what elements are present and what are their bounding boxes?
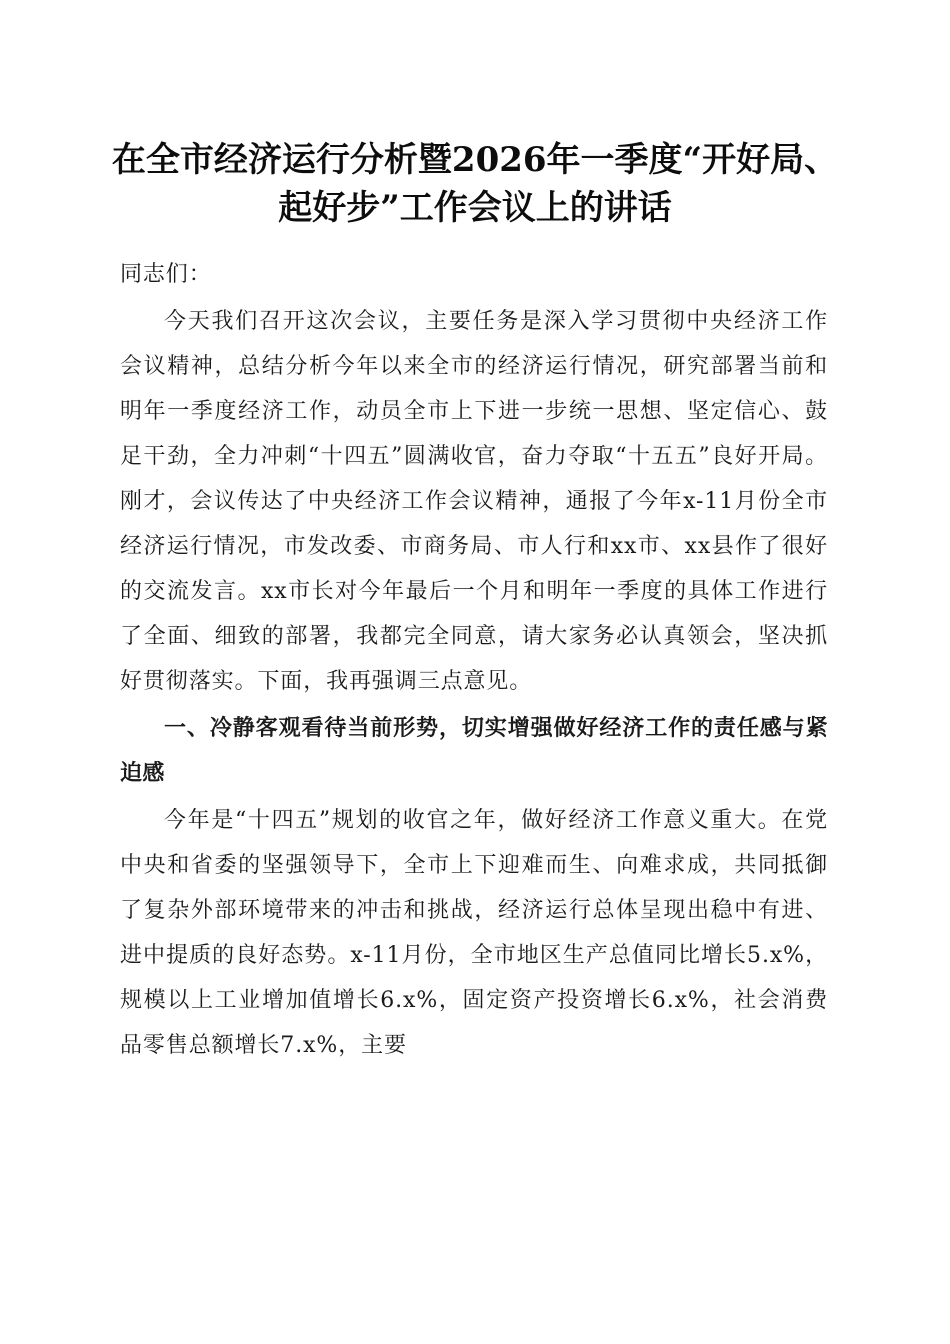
salutation: 同志们：: [120, 262, 212, 287]
paragraph-intro: 今天我们召开这次会议，主要任务是深入学习贯彻中央经济工作会议精神，总结分析今年以来全市的经济运行情况，研究部署当前和明年一季度经济工作，动员全市上下进一步统一思想、坚定信心、鼓足干劲，全力冲刺“十四五”圆满收官，奋力夺取“十五五”良好开局。刚才，会议传达了中央经济工作会议精神，通报了今年x-11月份全市经济运行情况，市发改委、市商务局、市人行和xx市、xx县作了很好的交流发言。xx市长对今年最后一个月和明年一季度的具体工作进行了全面、细致的部署，我都完全同意，请大家务必认真领会，坚决抓好贯彻落实。下面，我再强调三点意见。: [120, 309, 828, 694]
section-heading-1: 一、冷静客观看待当前形势，切实增强做好经济工作的责任感与紧迫感: [120, 716, 828, 786]
document-title: 在全市经济运行分析暨2026年一季度“开好局、起好步”工作会议上的讲话: [111, 140, 839, 228]
paragraph-situation: 今年是“十四五”规划的收官之年，做好经济工作意义重大。在党中央和省委的坚强领导下，全市上下迎难而生、向难求成，共同抵御了复杂外部环境带来的冲击和挑战，经济运行总体呈现出稳中有进、进中提质的良好态势。x-11月份，全市地区生产总值同比增长5.x%，规模以上工业增加值增长6.x%，固定资产投资增长6.x%，社会消费品零售总额增长7.x%，主要: [120, 808, 828, 1058]
document-body: [120, 252, 828, 1068]
